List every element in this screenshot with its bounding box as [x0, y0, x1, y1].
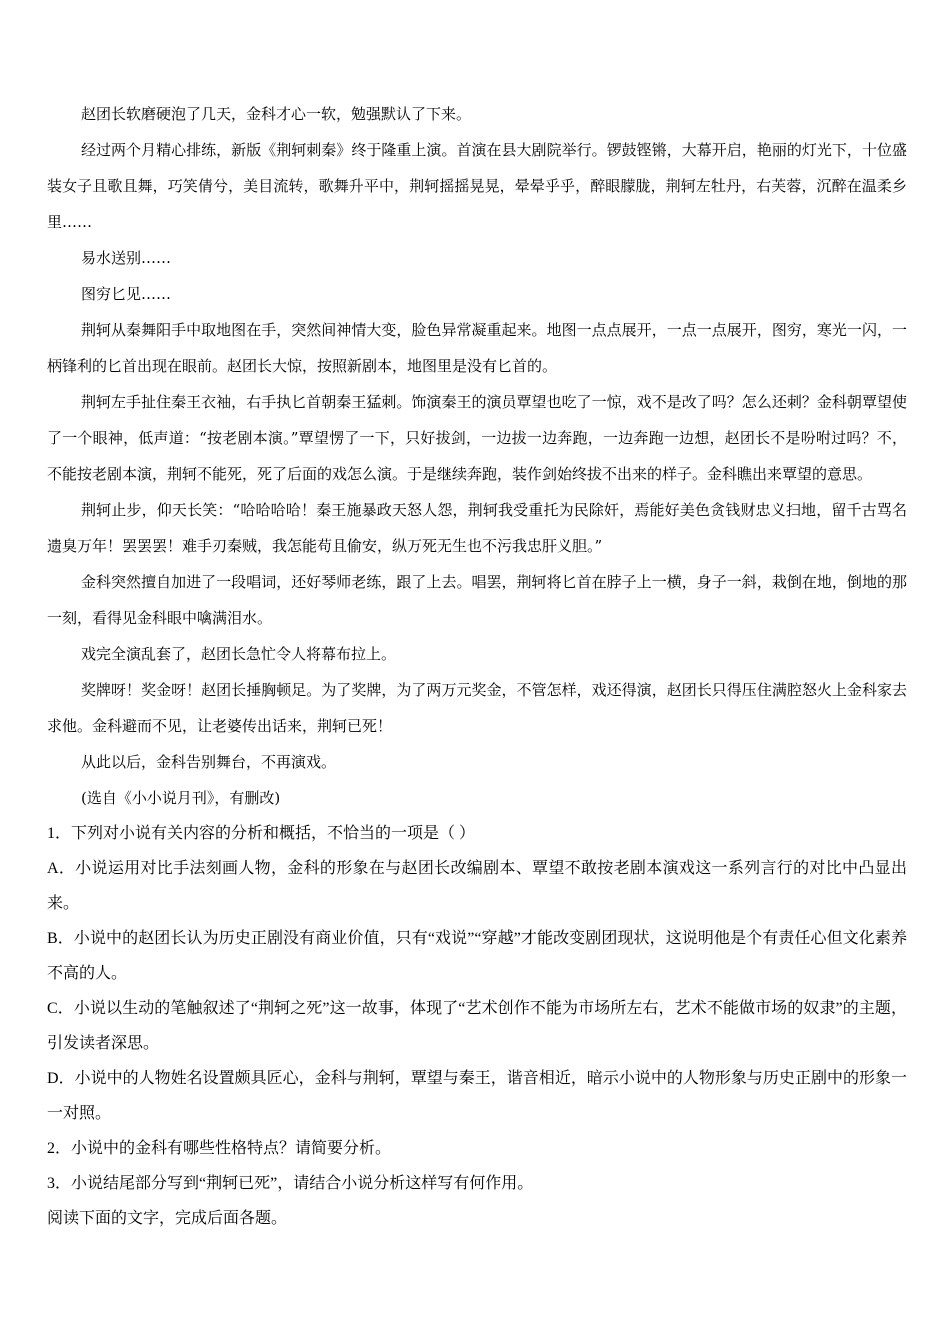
story-paragraph: 赵团长软磨硬泡了几天，金科才心一软，勉强默认了下来。: [81, 105, 472, 123]
question-2: 2．小说中的金科有哪些性格特点？请简要分析。: [47, 1140, 392, 1157]
question-3: 3．小说结尾部分写到“荆轲已死”，请结合小说分析这样写有何作用。: [47, 1175, 534, 1192]
question-1: 1．下列对小说有关内容的分析和概括，不恰当的一项是（ ）: [47, 825, 476, 842]
story-paragraph: 戏完全演乱套了，赵团长急忙令人将幕布拉上。: [81, 645, 397, 663]
story-paragraph: 荆轲止步，仰天长笑：“哈哈哈哈！秦王施暴政天怒人怨，荆轲我受重托为民除奸，焉能好美色贪钱财忠义扫地，留千古骂名遗臭万年！罢罢罢！难手刃秦贼，我怎能苟且偷安，纵万死无生也不污我忠肝义胆。”: [47, 501, 907, 555]
option-d: D．小说中的人物姓名设置颇具匠心，金科与荆轲，覃望与秦王，谐音相近，暗示小说中的人物形象与历史正剧中的形象一一对照。: [47, 1070, 907, 1122]
story-paragraph: 荆轲从秦舞阳手中取地图在手，突然间神情大变，脸色异常凝重起来。地图一点点展开，一点一点展开，图穷，寒光一闪，一柄锋利的匕首出现在眼前。赵团长大惊，按照新剧本，地图里是没有匕首的。: [47, 321, 907, 375]
story-paragraph: 从此以后，金科告别舞台，不再演戏。: [81, 753, 337, 771]
story-paragraph: 易水送别……: [81, 249, 172, 267]
story-source: (选自《小小说月刊》，有删改): [81, 789, 281, 807]
option-c: C．小说以生动的笔触叙述了“荆轲之死”这一故事，体现了“艺术创作不能为市场所左右，艺术不能做市场的奴隶”的主题，引发读者深思。: [47, 1000, 907, 1052]
question-section: [47, 816, 907, 1236]
document-page: [47, 96, 907, 1236]
option-b: B．小说中的赵团长认为历史正剧没有商业价值，只有“戏说”“穿越”才能改变剧团现状，这说明他是个有责任心但文化素养不高的人。: [47, 930, 907, 982]
story-paragraph: 荆轲左手扯住秦王衣袖，右手执匕首朝秦王猛刺。饰演秦王的演员覃望也吃了一惊，戏不是改了吗？怎么还刺？金科朝覃望使了一个眼神，低声道：“按老剧本演。”覃望愣了一下，只好拔剑，一边拔一边奔跑，一边奔跑一边想，赵团长不是吩咐过吗？不，不能按老剧本演，荆轲不能死，死了后面的戏怎么演。于是继续奔跑，装作剑始终拔不出来的样子。金科瞧出来覃望的意思。: [47, 393, 907, 483]
story-paragraph: 金科突然擅自加进了一段唱词，还好琴师老练，跟了上去。唱罢，荆轲将匕首在脖子上一横，身子一斜，栽倒在地，倒地的那一刻，看得见金科眼中噙满泪水。: [47, 573, 907, 627]
story-paragraph: 奖牌呀！奖金呀！赵团长捶胸顿足。为了奖牌，为了两万元奖金，不管怎样，戏还得演，赵团长只得压住满腔怒火上金科家去求他。金科避而不见，让老婆传出话来，荆轲已死！: [47, 681, 907, 735]
option-a: A．小说运用对比手法刻画人物，金科的形象在与赵团长改编剧本、覃望不敢按老剧本演戏这一系列言行的对比中凸显出来。: [47, 860, 907, 912]
story-paragraph: 图穷匕见……: [81, 285, 172, 303]
story-text: [47, 96, 907, 816]
story-paragraph: 经过两个月精心排练，新版《荆轲刺秦》终于隆重上演。首演在县大剧院举行。锣鼓铿锵，大幕开启，艳丽的灯光下，十位盛装女子且歌且舞，巧笑倩兮，美目流转，歌舞升平中，荆轲摇摇晃晃，晕晕乎乎，醉眼朦胧，荆轲左牡丹，右芙蓉，沉醉在温柔乡里……: [47, 141, 907, 231]
reading-instruction: 阅读下面的文字，完成后面各题。: [47, 1210, 288, 1227]
